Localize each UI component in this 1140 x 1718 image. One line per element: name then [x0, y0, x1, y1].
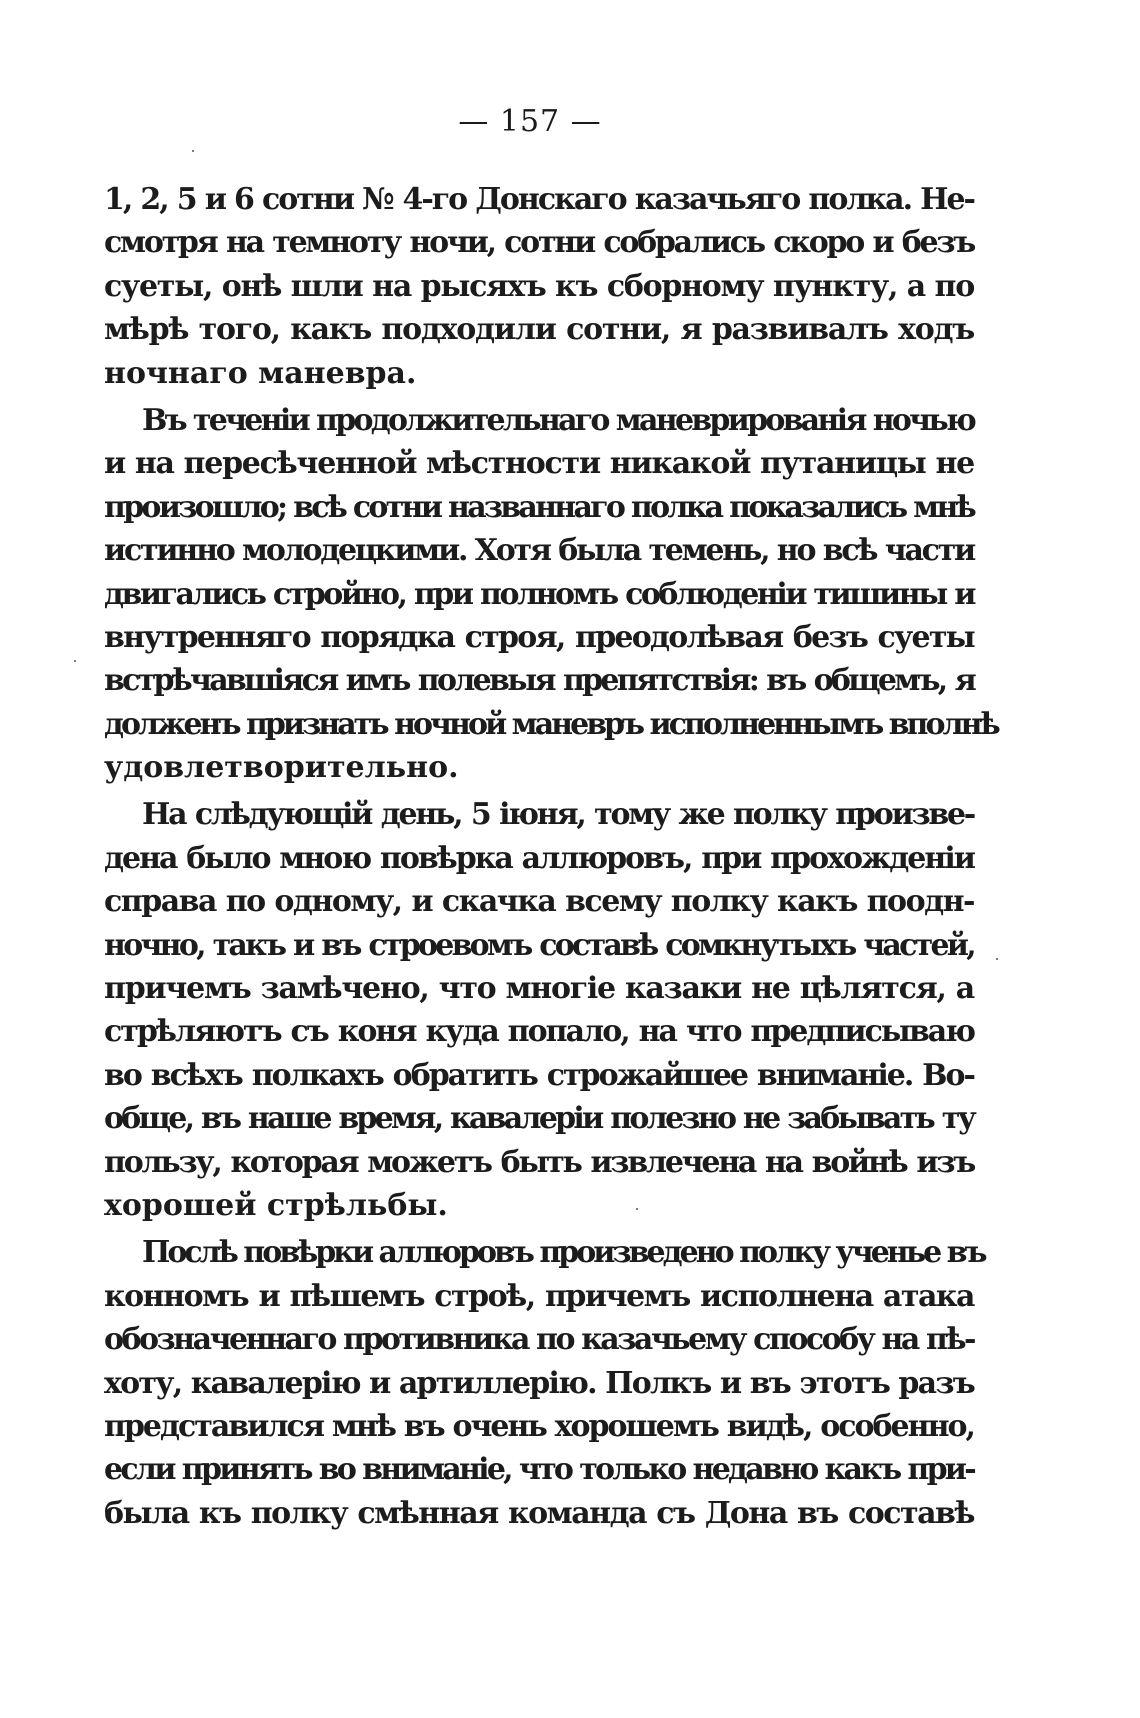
text-line: суеты, онѣ шли на рысяхъ къ сборному пункту, а по	[104, 268, 974, 304]
text-line: Послѣ повѣрки аллюровъ произведено полку ученье въ	[142, 1235, 985, 1271]
text-line: ночно, такъ и въ строевомъ составѣ сомкнутыхъ частей,	[104, 927, 974, 963]
body-text	[104, 178, 998, 1535]
text-line: конномъ и пѣшемъ строѣ, причемъ исполнена атака	[104, 1278, 974, 1314]
text-line: стрѣляютъ съ коня куда попало, на что предписываю	[104, 1014, 974, 1050]
paragraph-3	[104, 793, 974, 1227]
text-line: причемъ замѣчено, что многіе казаки не цѣлятся, а	[104, 971, 974, 1007]
text-line: была къ полку смѣнная команда съ Дона въ составѣ	[104, 1495, 974, 1531]
text-line: дена было мною повѣрка аллюровъ, при прохожденіи	[104, 840, 974, 876]
text-line: ночнаго маневра.	[104, 355, 417, 391]
text-line: истинно молодецкими. Хотя была темень, но всѣ части	[104, 533, 974, 569]
text-line: во всѣхъ полкахъ обратить строжайшее вниманіе. Во-	[104, 1057, 974, 1093]
text-line: произошло; всѣ сотни названнаго полка показались мнѣ	[104, 489, 974, 525]
text-line: смотря на темноту ночи, сотни собрались скоро и безъ	[104, 225, 974, 261]
text-line: справа по одному, и скачка всему полку какъ поодн-	[104, 884, 974, 920]
text-line: пользу, которая можетъ быть извлечена на войнѣ изъ	[104, 1144, 974, 1180]
text-line: хорошей стрѣльбы.	[104, 1187, 448, 1223]
paragraph-4	[104, 1231, 985, 1535]
text-line: хоту, кавалерію и артиллерію. Полкъ и въ этотъ разъ	[104, 1365, 974, 1401]
text-line: представился мнѣ въ очень хорошемъ видѣ, особенно,	[104, 1408, 974, 1444]
paragraph-1	[104, 178, 974, 395]
text-line: если принять во вниманіе, что только недавно какъ при-	[104, 1452, 974, 1488]
text-line: Въ теченіи продолжительнаго маневрированія ночью	[142, 402, 974, 438]
scan-speck	[74, 660, 76, 662]
scan-speck	[192, 150, 194, 152]
text-line: обозначеннаго противника по казачьему способу на пѣ-	[104, 1322, 974, 1358]
text-line: долженъ признать ночной маневръ исполненнымъ вполнѣ	[104, 706, 998, 742]
text-line: внутренняго порядка строя, преодолѣвая безъ суеты	[104, 619, 974, 655]
paragraph-2	[104, 399, 998, 790]
scan-speck	[996, 958, 998, 960]
text-line: 1, 2, 5 и 6 сотни № 4-го Донскаго казачьяго полка. Не-	[104, 182, 974, 217]
text-line: обще, въ наше время, кавалеріи полезно не забывать ту	[104, 1101, 974, 1137]
text-line: На слѣдующій день, 5 іюня, тому же полку произве-	[142, 797, 974, 833]
page-number: — 157 —	[458, 104, 602, 139]
text-line: и на пересѣченной мѣстности никакой путаницы не	[104, 446, 974, 482]
text-line: удовлетворительно.	[104, 750, 459, 786]
text-line: встрѣчавшіяся имъ полевыя препятствія: въ общемъ, я	[104, 663, 974, 699]
text-line: двигались стройно, при полномъ соблюденіи тишины и	[104, 576, 974, 612]
text-line: мѣрѣ того, какъ подходили сотни, я развивалъ ходъ	[104, 312, 974, 348]
scan-speck	[636, 1208, 638, 1210]
